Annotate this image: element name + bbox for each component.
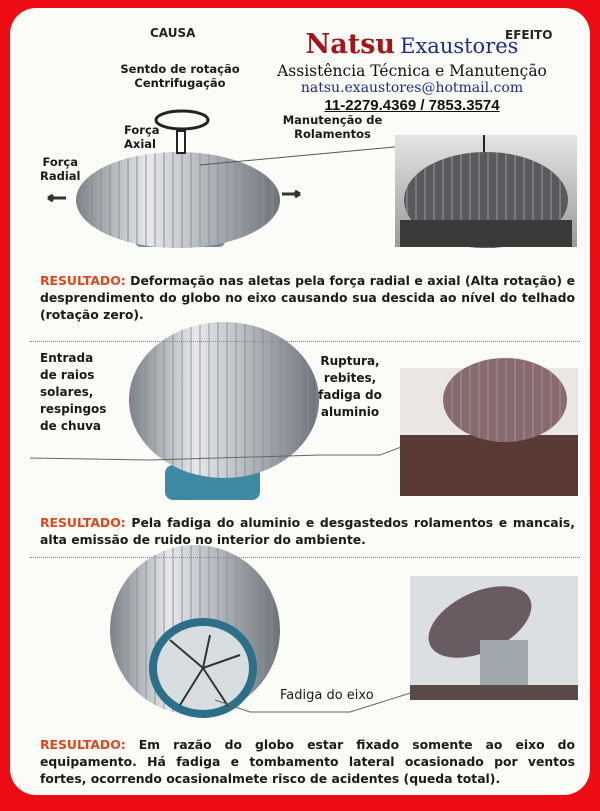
contact-phone[interactable]: 11-2279.4369 / 7853.3574 <box>324 97 500 114</box>
bearing-label <box>270 113 395 141</box>
rupture-label-line: Ruptura, <box>320 354 380 368</box>
cause-heading: CAUSA <box>150 26 196 40</box>
rupture-label <box>310 353 390 421</box>
rupture-label-line: fadiga do <box>318 388 382 402</box>
effect-heading: EFEITO <box>505 28 553 42</box>
axial-label-line: Força <box>124 123 160 137</box>
rupture-label-line: rebites, <box>323 371 377 385</box>
result-3 <box>40 736 575 787</box>
rupture-label-line: aluminio <box>320 405 380 419</box>
axial-force-label <box>124 123 160 151</box>
rotation-label <box>115 62 245 90</box>
entry-label-line: respingos <box>40 402 107 416</box>
entry-label <box>40 350 106 435</box>
ventilator-globe-3-underside <box>110 545 280 715</box>
axis-fatigue-label: Fadiga do eixo <box>280 688 374 703</box>
radial-force-label <box>40 155 81 183</box>
rotation-label-line: Sentdo de rotação <box>120 62 240 76</box>
radial-arrow-right-icon <box>282 191 300 197</box>
ventilator-globe-2 <box>129 322 319 500</box>
entry-label-line: de chuva <box>40 419 102 433</box>
photo-damaged-ventilator-2 <box>400 358 578 496</box>
section-divider <box>30 557 580 558</box>
radial-label-line: Radial <box>40 169 81 183</box>
rotation-label-line: Centrifugação <box>134 76 226 90</box>
result-tag: RESULTADO: <box>40 515 126 530</box>
result-text: Pela fadiga do aluminio e desgastedos rolamentos e mancais, alta emissão de ruido no interior do ambiente. <box>40 515 575 547</box>
bearing-label-line: Rolamentos <box>294 127 371 141</box>
result-2 <box>40 514 575 548</box>
section-divider <box>30 341 580 342</box>
ventilator-globe-1 <box>76 152 280 248</box>
result-tag: RESULTADO: <box>40 737 126 752</box>
radial-label-line: Força <box>42 155 79 169</box>
axial-label-line: Axial <box>124 137 156 151</box>
brand-name: Natsu <box>305 29 396 60</box>
bearing-label-line: Manutenção de <box>282 113 383 127</box>
contact-email[interactable]: natsu.exaustores@hotmail.com <box>300 80 524 96</box>
result-1 <box>40 272 575 323</box>
photo-damaged-ventilator-3 <box>410 572 578 700</box>
entry-label-line: de raios <box>40 368 95 382</box>
entry-label-line: solares, <box>40 385 94 399</box>
brand-subtitle: Assistência Técnica e Manutenção <box>277 62 547 80</box>
result-text: Deformação nas aletas pela força radial e axial (Alta rotação) e desprendimento do globo no eixo causando sua descida ao nível do telhado (rotação zero). <box>40 273 575 322</box>
radial-arrow-left-icon <box>48 195 66 201</box>
entry-label-line: Entrada <box>40 351 94 365</box>
result-text: Em razão do globo estar fixado somente ao eixo do equipamento. Há fadiga e tombamento lateral ocasionado por ventos fortes, ocorrendo ocasionalmete risco de acidentes (queda total). <box>40 737 575 786</box>
brand-suffix: Exaustores <box>400 34 519 58</box>
photo-damaged-ventilator-1 <box>395 135 577 248</box>
brand-block <box>262 30 562 116</box>
result-tag: RESULTADO: <box>40 273 126 288</box>
rotation-arrow-icon <box>156 111 208 153</box>
